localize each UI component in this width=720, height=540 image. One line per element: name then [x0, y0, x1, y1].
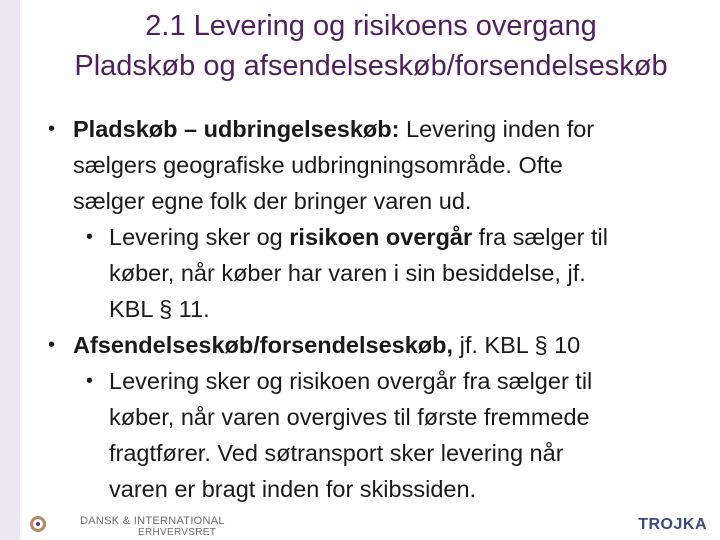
bullet-dot: • — [86, 370, 94, 392]
bullet-dot: • — [48, 334, 56, 356]
slide-title-line-2: Pladskøb og afsendelseskøb/forsendelseskøb — [74, 50, 668, 82]
bullet-line: køber, når køber har varen i sin besiddelse, jf. — [109, 260, 586, 286]
bullet-dot: • — [86, 226, 94, 248]
bullet-line — [73, 327, 700, 363]
bullet-afsendelseskob — [40, 327, 700, 363]
footer-org-line-1: DANSK & INTERNATIONAL — [80, 515, 225, 527]
bullet-line: sælgers geografiske udbringningsområde. Ofte — [73, 152, 563, 178]
bullet-bold-term: risikoen overgår — [289, 224, 473, 250]
bullet-text: fra sælger til — [472, 224, 608, 250]
bullet-pladskob — [40, 111, 700, 219]
bullet-bold-term: Afsendelseskøb/forsendelseskøb, — [73, 332, 454, 358]
bullet-text: jf. KBL § 10 — [453, 332, 581, 358]
bullet-dot: • — [48, 118, 56, 140]
bullet-line — [109, 219, 700, 255]
university-seal-icon — [30, 516, 46, 532]
bullet-line: sælger egne folk der bringer varen ud. — [73, 188, 472, 214]
footer-organization — [80, 515, 225, 539]
bullet-text: Levering sker og — [109, 224, 290, 250]
bullet-line — [73, 111, 700, 147]
sub-bullet-afsendelseskob-risiko — [78, 363, 700, 507]
bullet-line: KBL § 11. — [109, 296, 210, 322]
bullet-bold-term: Pladskøb – udbringelseskøb: — [73, 116, 400, 142]
slide-title-line-1: 2.1 Levering og risikoens overgang — [145, 10, 597, 42]
bullet-line: køber, når varen overgives til første fremmede — [109, 404, 590, 430]
footer-org-line-2: ERHVERVSRET — [138, 527, 217, 538]
bullet-line: fragtfører. Ved søtransport sker levering når — [109, 440, 564, 466]
bullet-text: Levering inden for — [399, 116, 595, 142]
slide-content — [40, 111, 700, 507]
slide-title — [22, 6, 720, 86]
bullet-line: varen er bragt inden for skibssiden. — [109, 476, 477, 502]
left-decorative-band — [0, 0, 20, 540]
footer-brand-logo: TROJKA — [638, 516, 707, 533]
bullet-line: Levering sker og risikoen overgår fra sælger til — [109, 368, 593, 394]
sub-bullet-pladskob-risiko — [78, 219, 700, 327]
